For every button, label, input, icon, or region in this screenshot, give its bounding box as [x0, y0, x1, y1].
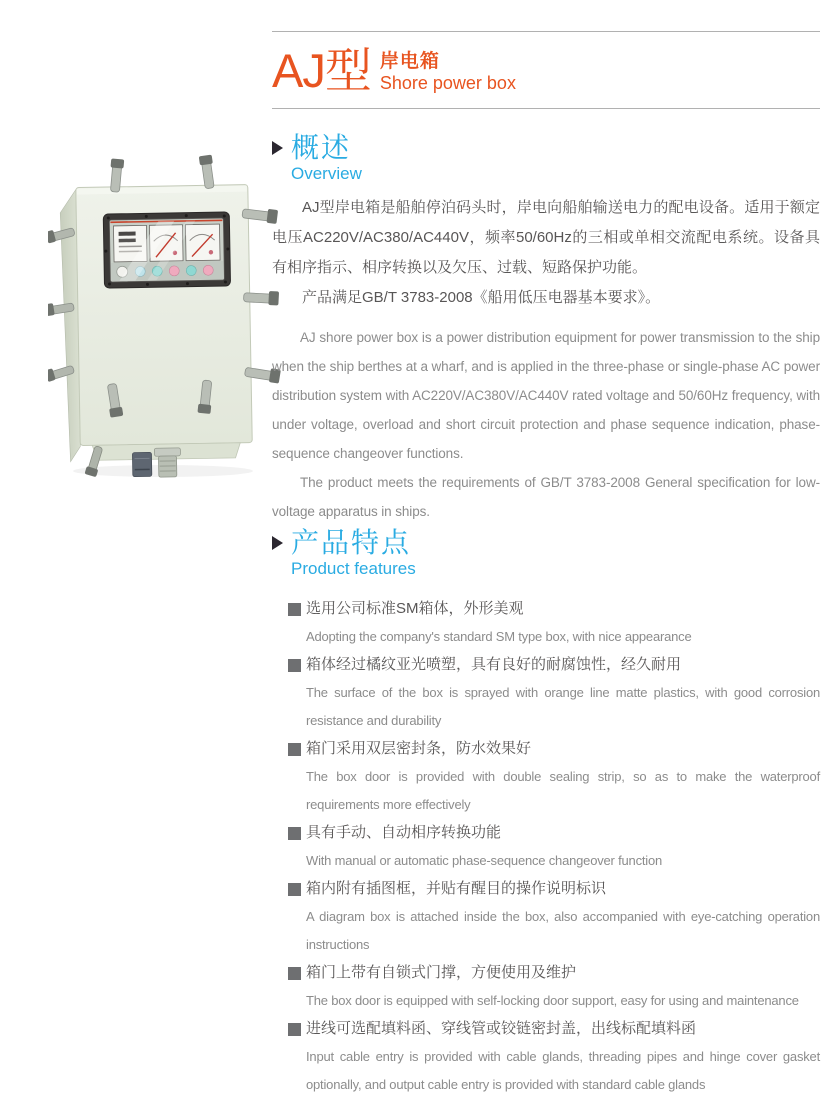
square-bullet-icon — [288, 1023, 301, 1036]
features-section — [272, 526, 820, 1099]
feature-text-zh: 进线可选配填料函、穿线管或铰链密封盖，出线标配填料函 — [306, 1020, 697, 1037]
header-divider-top — [272, 31, 820, 32]
product-name-en: Shore power box — [379, 73, 516, 93]
feature-text-en: A diagram box is attached inside the box, also accompanied with eye-catching operation instructions — [306, 909, 820, 952]
cable-gland — [132, 452, 151, 476]
overview-paragraph-en: The product meets the requirements of GB/T 3783-2008 General specification for low-voltage apparatus in ships. — [272, 475, 820, 519]
overview-paragraph-en: AJ shore power box is a power distribution equipment for power transmission to the ship when the ship berthes at a wharf, and is applied in the three-phase or single-phase AC power distribution system with AC220V/AC380V/AC440V rated voltage and 50/60Hz frequency, with under voltage, overload and short circuit protection and phase sequence indication, phase-sequence changeover functions. — [272, 330, 820, 461]
feature-text-en: The box door is equipped with self-locking door support, easy for using and maintenance — [306, 993, 799, 1008]
feature-text-zh: 箱门上带有自锁式门撑，方便使用及维护 — [306, 964, 577, 981]
feature-item — [288, 959, 820, 1015]
feature-text-zh: 具有手动、自动相序转换功能 — [306, 824, 502, 841]
feature-text-en: The box door is provided with double sealing strip, so as to make the waterproof requirements more effectively — [306, 769, 820, 812]
square-bullet-icon — [288, 603, 301, 616]
features-title-en: Product features — [291, 559, 416, 578]
analog-meter — [185, 224, 220, 261]
feature-list — [272, 595, 820, 1099]
feature-text-zh: 箱内附有插图框，并贴有醒目的操作说明标识 — [306, 880, 607, 897]
square-bullet-icon — [288, 659, 301, 672]
feature-item — [288, 651, 820, 735]
square-bullet-icon — [288, 743, 301, 756]
feature-text-zh: 箱体经过橘纹亚光喷塑，具有良好的耐腐蚀性，经久耐用 — [306, 656, 682, 673]
feature-item — [288, 735, 820, 819]
overview-section — [272, 131, 820, 526]
square-bullet-icon — [288, 883, 301, 896]
feature-text-en: The surface of the box is sprayed with orange line matte plastics, with good corrosion resistance and durability — [306, 685, 820, 728]
feature-item — [288, 875, 820, 959]
features-title-zh: 产品特点 — [291, 527, 412, 558]
overview-heading — [272, 131, 820, 184]
overview-title-en: Overview — [291, 164, 362, 183]
indicator-light — [186, 266, 196, 276]
feature-item — [288, 595, 820, 651]
shore-power-box-illustration — [48, 149, 293, 484]
feature-item — [288, 819, 820, 875]
square-bullet-icon — [288, 967, 301, 980]
overview-title-zh: 概述 — [291, 132, 352, 163]
product-name-zh: 岸电箱 — [379, 51, 440, 72]
indicator-light — [169, 266, 179, 276]
page-title — [272, 46, 516, 96]
feature-text-en: Input cable entry is provided with cable glands, threading pipes and hinge cover gasket optionally, and output cable entry is provided with standard cable glands — [306, 1049, 820, 1092]
feature-text-en: Adopting the company's standard SM type box, with nice appearance — [306, 629, 692, 644]
feature-text-zh: 选用公司标准SM箱体，外形美观 — [306, 600, 524, 617]
feature-item — [288, 1015, 820, 1099]
product-photo — [48, 149, 293, 484]
feature-text-zh: 箱门采用双层密封条，防水效果好 — [306, 740, 532, 757]
product-model: AJ型 — [272, 44, 371, 97]
window-panel — [103, 212, 230, 288]
header-divider-bottom — [272, 108, 820, 109]
square-bullet-icon — [288, 827, 301, 840]
feature-text-en: With manual or automatic phase-sequence changeover function — [306, 853, 663, 868]
indicator-light — [203, 265, 213, 275]
overview-paragraph-zh: 产品满足GB/T 3783-2008《船用低压电器基本要求》。 — [302, 289, 661, 306]
section-arrow-icon — [272, 141, 283, 155]
section-arrow-icon — [272, 536, 283, 550]
latch — [199, 155, 216, 189]
features-heading — [272, 526, 820, 579]
overview-paragraph-zh: AJ型岸电箱是船舶停泊码头时，岸电向船舶输送电力的配电设备。适用于额定电压AC220V/AC380/AC440V，频率50/60Hz的三相或单相交流配电系统。设备具有相序指示、相序转换以及欠压、过载、短路保护功能。 — [272, 199, 820, 276]
